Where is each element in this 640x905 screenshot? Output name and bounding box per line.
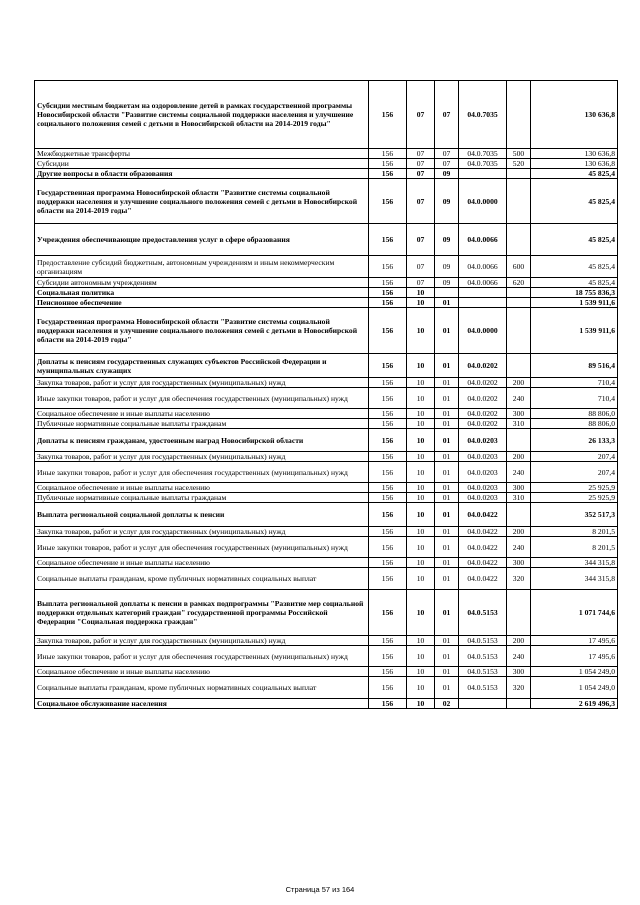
expense-type-code: 500: [507, 149, 531, 159]
ministry-code: 156: [369, 288, 407, 298]
target-article-code: 04.0.0422: [459, 537, 507, 558]
expense-type-code: [507, 699, 531, 709]
amount: 1 071 744,6: [531, 590, 618, 636]
table-row: [35, 224, 618, 256]
target-article-code: 04.0.0000: [459, 308, 507, 354]
ministry-code: 156: [369, 636, 407, 646]
amount: 1 054 249,0: [531, 677, 618, 699]
item-name: Социальное обеспечение и иные выплаты населению: [35, 558, 369, 568]
item-name: Выплата региональной доплаты к пенсии в рамках подпрограммы "Развитие мер социальной поддержки отдельных категорий граждан" государственной программы Российской Федерации "Социальная поддержка граждан": [35, 590, 369, 636]
subsection-code: 01: [435, 503, 459, 527]
item-name: Социальное обеспечение и иные выплаты населению: [35, 483, 369, 493]
section-code: 10: [407, 308, 435, 354]
item-name: Иные закупки товаров, работ и услуг для обеспечения государственных (муниципальных) нужд: [35, 388, 369, 409]
ministry-code: 156: [369, 646, 407, 667]
subsection-code: 01: [435, 646, 459, 667]
expense-type-code: 620: [507, 278, 531, 288]
table-row: [35, 667, 618, 677]
ministry-code: 156: [369, 462, 407, 483]
item-name: Другие вопросы в области образования: [35, 169, 369, 179]
item-name: Публичные нормативные социальные выплаты гражданам: [35, 419, 369, 429]
subsection-code: 01: [435, 667, 459, 677]
ministry-code: 156: [369, 537, 407, 558]
target-article-code: 04.0.5153: [459, 646, 507, 667]
expense-type-code: [507, 224, 531, 256]
amount: 89 516,4: [531, 354, 618, 378]
item-name: Социальные выплаты гражданам, кроме публичных нормативных социальных выплат: [35, 568, 369, 590]
target-article-code: [459, 298, 507, 308]
target-article-code: 04.0.0202: [459, 354, 507, 378]
ministry-code: 156: [369, 527, 407, 537]
ministry-code: 156: [369, 503, 407, 527]
section-code: 10: [407, 429, 435, 452]
amount: 1 054 249,0: [531, 667, 618, 677]
ministry-code: 156: [369, 354, 407, 378]
section-code: 10: [407, 298, 435, 308]
ministry-code: 156: [369, 278, 407, 288]
table-row: [35, 256, 618, 278]
target-article-code: 04.0.5153: [459, 677, 507, 699]
target-article-code: [459, 169, 507, 179]
amount: 17 495,6: [531, 646, 618, 667]
section-code: 10: [407, 378, 435, 388]
amount: 344 315,8: [531, 568, 618, 590]
amount: 45 825,4: [531, 169, 618, 179]
target-article-code: 04.0.0203: [459, 429, 507, 452]
expense-type-code: 520: [507, 159, 531, 169]
budget-table: [34, 80, 618, 709]
item-name: Закупка товаров, работ и услуг для государственных (муниципальных) нужд: [35, 527, 369, 537]
table-row: [35, 388, 618, 409]
expense-type-code: 320: [507, 677, 531, 699]
section-code: 07: [407, 256, 435, 278]
expense-type-code: [507, 298, 531, 308]
section-code: 10: [407, 537, 435, 558]
amount: 344 315,8: [531, 558, 618, 568]
target-article-code: 04.0.0066: [459, 256, 507, 278]
expense-type-code: [507, 288, 531, 298]
section-code: 10: [407, 699, 435, 709]
target-article-code: 04.0.0202: [459, 419, 507, 429]
target-article-code: 04.0.0422: [459, 527, 507, 537]
expense-type-code: 300: [507, 483, 531, 493]
ministry-code: 156: [369, 409, 407, 419]
target-article-code: 04.0.5153: [459, 667, 507, 677]
item-name: Предоставление субсидий бюджетным, автономным учреждениям и иным некоммерческим организациям: [35, 256, 369, 278]
amount: 352 517,3: [531, 503, 618, 527]
target-article-code: 04.0.0203: [459, 452, 507, 462]
amount: 8 201,5: [531, 527, 618, 537]
subsection-code: 01: [435, 568, 459, 590]
subsection-code: 01: [435, 419, 459, 429]
amount: 8 201,5: [531, 537, 618, 558]
item-name: Государственная программа Новосибирской области "Развитие системы социальной поддержки населения и улучшение социального положения семей с детьми в Новосибирской области на 2014-2019 годы": [35, 308, 369, 354]
ministry-code: 156: [369, 419, 407, 429]
subsection-code: 09: [435, 224, 459, 256]
target-article-code: 04.0.0066: [459, 224, 507, 256]
subsection-code: 01: [435, 388, 459, 409]
item-name: Закупка товаров, работ и услуг для государственных (муниципальных) нужд: [35, 636, 369, 646]
section-code: 07: [407, 278, 435, 288]
ministry-code: 156: [369, 568, 407, 590]
item-name: Пенсионное обеспечение: [35, 298, 369, 308]
target-article-code: 04.0.0000: [459, 179, 507, 224]
table-row: [35, 149, 618, 159]
section-code: 10: [407, 503, 435, 527]
ministry-code: 156: [369, 308, 407, 354]
table-row: [35, 81, 618, 149]
table-row: [35, 699, 618, 709]
subsection-code: 07: [435, 149, 459, 159]
item-name: Иные закупки товаров, работ и услуг для обеспечения государственных (муниципальных) нужд: [35, 462, 369, 483]
table-row: [35, 503, 618, 527]
amount: 2 619 496,3: [531, 699, 618, 709]
ministry-code: 156: [369, 429, 407, 452]
expense-type-code: [507, 179, 531, 224]
table-row: [35, 419, 618, 429]
section-code: 10: [407, 288, 435, 298]
item-name: Субсидии: [35, 159, 369, 169]
subsection-code: 07: [435, 81, 459, 149]
ministry-code: 156: [369, 81, 407, 149]
subsection-code: 01: [435, 590, 459, 636]
section-code: 07: [407, 159, 435, 169]
amount: 130 636,8: [531, 81, 618, 149]
target-article-code: 04.0.0202: [459, 388, 507, 409]
item-name: Социальное обслуживание населения: [35, 699, 369, 709]
expense-type-code: 240: [507, 388, 531, 409]
ministry-code: 156: [369, 149, 407, 159]
ministry-code: 156: [369, 159, 407, 169]
subsection-code: 09: [435, 278, 459, 288]
expense-type-code: 300: [507, 409, 531, 419]
amount: 88 806,0: [531, 409, 618, 419]
target-article-code: 04.0.0202: [459, 409, 507, 419]
subsection-code: 01: [435, 298, 459, 308]
table-row: [35, 179, 618, 224]
table-row: [35, 462, 618, 483]
amount: 88 806,0: [531, 419, 618, 429]
ministry-code: 156: [369, 452, 407, 462]
expense-type-code: 310: [507, 493, 531, 503]
item-name: Межбюджетные трансферты: [35, 149, 369, 159]
table-row: [35, 636, 618, 646]
subsection-code: 01: [435, 409, 459, 419]
ministry-code: 156: [369, 483, 407, 493]
subsection-code: 01: [435, 537, 459, 558]
section-code: 10: [407, 636, 435, 646]
amount: 130 636,8: [531, 159, 618, 169]
expense-type-code: [507, 169, 531, 179]
section-code: 07: [407, 224, 435, 256]
target-article-code: 04.0.7035: [459, 149, 507, 159]
subsection-code: 07: [435, 159, 459, 169]
table-row: [35, 429, 618, 452]
section-code: 10: [407, 558, 435, 568]
expense-type-code: 320: [507, 568, 531, 590]
section-code: 10: [407, 646, 435, 667]
target-article-code: 04.0.0422: [459, 558, 507, 568]
table-row: [35, 278, 618, 288]
table-row: [35, 452, 618, 462]
table-row: [35, 537, 618, 558]
target-article-code: 04.0.0203: [459, 493, 507, 503]
section-code: 10: [407, 452, 435, 462]
target-article-code: 04.0.5153: [459, 590, 507, 636]
item-name: Социальная политика: [35, 288, 369, 298]
amount: 207,4: [531, 452, 618, 462]
subsection-code: 02: [435, 699, 459, 709]
subsection-code: 09: [435, 169, 459, 179]
subsection-code: 01: [435, 636, 459, 646]
amount: 130 636,8: [531, 149, 618, 159]
amount: 45 825,4: [531, 224, 618, 256]
amount: 26 133,3: [531, 429, 618, 452]
section-code: 10: [407, 590, 435, 636]
item-name: Закупка товаров, работ и услуг для государственных (муниципальных) нужд: [35, 378, 369, 388]
subsection-code: 01: [435, 452, 459, 462]
subsection-code: 01: [435, 354, 459, 378]
amount: 207,4: [531, 462, 618, 483]
amount: 25 925,9: [531, 483, 618, 493]
section-code: 07: [407, 149, 435, 159]
table-row: [35, 558, 618, 568]
amount: 45 825,4: [531, 179, 618, 224]
expense-type-code: 310: [507, 419, 531, 429]
target-article-code: 04.0.7035: [459, 159, 507, 169]
table-row: [35, 568, 618, 590]
item-name: Субсидии местным бюджетам на оздоровление детей в рамках государственной программы Новосибирской области "Развитие системы социальной поддержки населения и улучшение социального положения семей с детьми в Новосибирской области на 2014-2019 годы": [35, 81, 369, 149]
subsection-code: 01: [435, 493, 459, 503]
target-article-code: 04.0.0203: [459, 483, 507, 493]
expense-type-code: 240: [507, 462, 531, 483]
ministry-code: 156: [369, 677, 407, 699]
ministry-code: 156: [369, 388, 407, 409]
table-row: [35, 409, 618, 419]
item-name: Учреждения обеспечивающие предоставления услуг в сфере образования: [35, 224, 369, 256]
ministry-code: 156: [369, 493, 407, 503]
ministry-code: 156: [369, 224, 407, 256]
ministry-code: 156: [369, 667, 407, 677]
subsection-code: 01: [435, 429, 459, 452]
target-article-code: 04.0.0203: [459, 462, 507, 483]
amount: 1 539 911,6: [531, 298, 618, 308]
section-code: 10: [407, 419, 435, 429]
table-row: [35, 677, 618, 699]
section-code: 10: [407, 483, 435, 493]
subsection-code: [435, 288, 459, 298]
subsection-code: 01: [435, 378, 459, 388]
table-row: [35, 169, 618, 179]
table-row: [35, 288, 618, 298]
expense-type-code: [507, 308, 531, 354]
ministry-code: 156: [369, 590, 407, 636]
section-code: 10: [407, 677, 435, 699]
item-name: Государственная программа Новосибирской области "Развитие системы социальной поддержки населения и улучшение социального положения семей с детьми в Новосибирской области на 2014-2019 годы": [35, 179, 369, 224]
table-row: [35, 308, 618, 354]
target-article-code: 04.0.7035: [459, 81, 507, 149]
ministry-code: 156: [369, 378, 407, 388]
amount: 45 825,4: [531, 278, 618, 288]
table-row: [35, 590, 618, 636]
target-article-code: 04.0.5153: [459, 636, 507, 646]
amount: 710,4: [531, 378, 618, 388]
item-name: Закупка товаров, работ и услуг для государственных (муниципальных) нужд: [35, 452, 369, 462]
amount: 1 539 911,6: [531, 308, 618, 354]
expense-type-code: [507, 429, 531, 452]
ministry-code: 156: [369, 179, 407, 224]
table-row: [35, 646, 618, 667]
target-article-code: [459, 288, 507, 298]
amount: 710,4: [531, 388, 618, 409]
item-name: Доплаты к пенсиям государственных служащих субъектов Российской Федерации и муниципальных служащих: [35, 354, 369, 378]
item-name: Субсидии автономным учреждениям: [35, 278, 369, 288]
target-article-code: [459, 699, 507, 709]
item-name: Иные закупки товаров, работ и услуг для обеспечения государственных (муниципальных) нужд: [35, 537, 369, 558]
expense-type-code: 240: [507, 537, 531, 558]
section-code: 07: [407, 81, 435, 149]
section-code: 10: [407, 409, 435, 419]
table-row: [35, 298, 618, 308]
item-name: Социальные выплаты гражданам, кроме публичных нормативных социальных выплат: [35, 677, 369, 699]
section-code: 10: [407, 388, 435, 409]
amount: 25 925,9: [531, 493, 618, 503]
expense-type-code: 200: [507, 452, 531, 462]
subsection-code: 01: [435, 308, 459, 354]
ministry-code: 156: [369, 558, 407, 568]
item-name: Выплата региональной социальной доплаты к пенсии: [35, 503, 369, 527]
subsection-code: 09: [435, 256, 459, 278]
amount: 18 755 836,3: [531, 288, 618, 298]
table-row: [35, 493, 618, 503]
subsection-code: 01: [435, 483, 459, 493]
expense-type-code: 240: [507, 646, 531, 667]
item-name: Социальное обеспечение и иные выплаты населению: [35, 667, 369, 677]
amount: 45 825,4: [531, 256, 618, 278]
table-row: [35, 378, 618, 388]
section-code: 10: [407, 568, 435, 590]
amount: 17 495,6: [531, 636, 618, 646]
expense-type-code: [507, 81, 531, 149]
target-article-code: 04.0.0422: [459, 568, 507, 590]
ministry-code: 156: [369, 298, 407, 308]
expense-type-code: 200: [507, 636, 531, 646]
target-article-code: 04.0.0422: [459, 503, 507, 527]
ministry-code: 156: [369, 256, 407, 278]
table-row: [35, 354, 618, 378]
expense-type-code: [507, 354, 531, 378]
table-row: [35, 483, 618, 493]
subsection-code: 01: [435, 558, 459, 568]
item-name: Социальное обеспечение и иные выплаты населению: [35, 409, 369, 419]
ministry-code: 156: [369, 169, 407, 179]
expense-type-code: 300: [507, 667, 531, 677]
table-row: [35, 159, 618, 169]
target-article-code: 04.0.0066: [459, 278, 507, 288]
item-name: Иные закупки товаров, работ и услуг для обеспечения государственных (муниципальных) нужд: [35, 646, 369, 667]
expense-type-code: 600: [507, 256, 531, 278]
subsection-code: 01: [435, 527, 459, 537]
table-row: [35, 527, 618, 537]
subsection-code: 01: [435, 462, 459, 483]
page-number: Страница 57 из 164: [285, 885, 355, 894]
expense-type-code: 200: [507, 378, 531, 388]
section-code: 10: [407, 354, 435, 378]
section-code: 10: [407, 527, 435, 537]
ministry-code: 156: [369, 699, 407, 709]
subsection-code: 01: [435, 677, 459, 699]
expense-type-code: 200: [507, 527, 531, 537]
section-code: 07: [407, 179, 435, 224]
section-code: 10: [407, 493, 435, 503]
section-code: 10: [407, 667, 435, 677]
subsection-code: 09: [435, 179, 459, 224]
item-name: Публичные нормативные социальные выплаты гражданам: [35, 493, 369, 503]
item-name: Доплаты к пенсиям гражданам, удостоенным наград Новосибирской области: [35, 429, 369, 452]
expense-type-code: [507, 590, 531, 636]
expense-type-code: [507, 503, 531, 527]
section-code: 10: [407, 462, 435, 483]
section-code: 07: [407, 169, 435, 179]
target-article-code: 04.0.0202: [459, 378, 507, 388]
budget-table-body: [35, 81, 618, 709]
expense-type-code: 300: [507, 558, 531, 568]
